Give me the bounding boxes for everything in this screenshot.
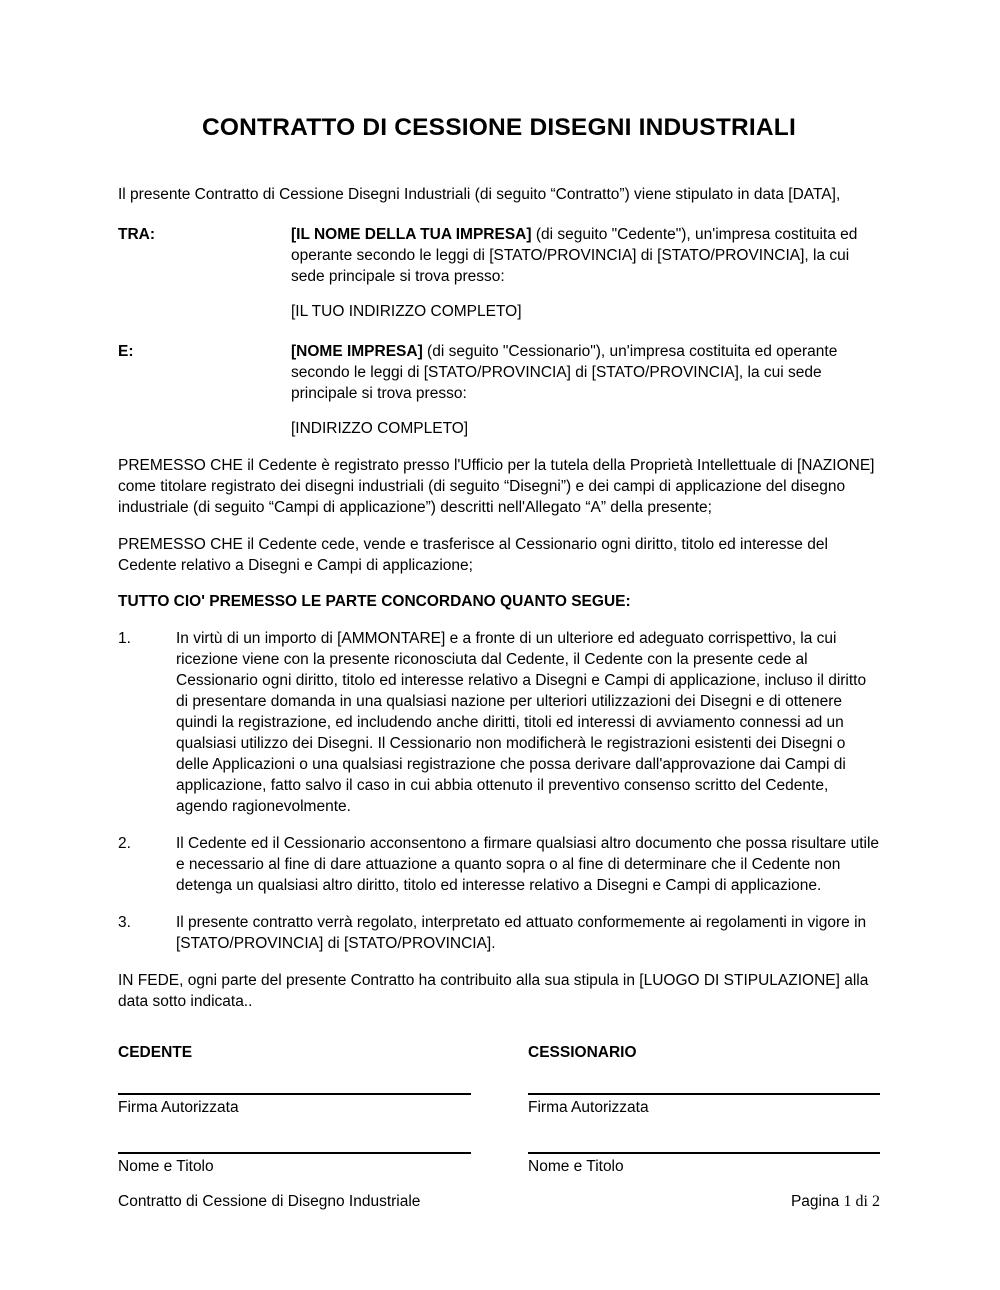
footer-page-prefix: Pagina — [790, 1193, 844, 1210]
party-label-e: E: — [118, 343, 134, 360]
signature-label-nome: Nome e Titolo — [528, 1158, 624, 1175]
party-description — [291, 341, 880, 404]
party-address-placeholder: [IL TUO INDIRIZZO COMPLETO] — [291, 303, 522, 320]
party-label-tra: TRA: — [118, 226, 156, 243]
clause-number: 1. — [118, 630, 131, 647]
party-name-placeholder: [NOME IMPRESA] — [291, 343, 423, 360]
signature-line-firma-cedente — [118, 1093, 471, 1095]
signature-label-nome: Nome e Titolo — [118, 1158, 214, 1175]
party-body-e — [291, 341, 880, 439]
party-row-e — [118, 341, 880, 439]
clause-number: 3. — [118, 914, 131, 931]
party-description — [291, 224, 880, 287]
clause-row-1 — [118, 628, 880, 817]
party-address-placeholder: [INDIRIZZO COMPLETO] — [291, 420, 469, 437]
recital-paragraph-2: PREMESSO CHE il Cedente cede, vende e trasferisce al Cessionario ogni diritto, titolo ed interesse del Cedente relativo a Disegni e Campi di applicazione; — [118, 536, 828, 574]
recital-paragraph-1: PREMESSO CHE il Cedente è registrato presso l'Ufficio per la tutela della Proprietà Intellettuale di [NAZIONE] come titolare registrato dei disegni industriali (di seguito “Disegni”) e dei campi di applicazione del disegno industriale (di seguito “Campi di applicazione”) descritti nell'Allegato “A” della presente; — [118, 457, 875, 516]
signature-line-nome-cessionario — [528, 1152, 880, 1154]
footer-document-title: Contratto di Cessione di Disegno Industriale — [118, 1193, 421, 1210]
document-title: CONTRATTO DI CESSIONE DISEGNI INDUSTRIALI — [202, 114, 796, 141]
clause-row-3 — [118, 912, 880, 954]
signature-line-nome-cedente — [118, 1152, 471, 1154]
signature-label-firma: Firma Autorizzata — [528, 1099, 649, 1116]
signature-label-firma: Firma Autorizzata — [118, 1099, 239, 1116]
intro-paragraph: Il presente Contratto di Cessione Disegni Industriali (di seguito “Contratto”) viene stipulato in data [DATA], — [118, 186, 841, 203]
clause-text: Il Cedente ed il Cessionario acconsentono a firmare qualsiasi altro documento che possa risultare utile e necessario al fine di dare attuazione a quanto sopra o al fine di determinare che il Cedente non detenga un qualsiasi altro diritto, titolo ed interesse relativo a Disegni e Campi di applicazione. — [176, 835, 880, 894]
footer-page-number — [791, 1191, 880, 1212]
footer — [118, 1191, 880, 1212]
signature-heading-cessionario: CESSIONARIO — [528, 1044, 637, 1061]
signature-column-cedente — [118, 1042, 471, 1177]
party-row-tra — [118, 224, 880, 322]
party-body-tra — [291, 224, 880, 322]
clause-row-2 — [118, 833, 880, 896]
clause-text: Il presente contratto verrà regolato, interpretato ed attuato conformemente ai regolamenti in vigore in [STATO/PROVINCIA] di [STATO/PROVINCIA]. — [176, 914, 867, 952]
signature-line-firma-cessionario — [528, 1093, 880, 1095]
signature-section — [118, 1042, 880, 1177]
signature-column-cessionario — [528, 1042, 880, 1177]
footer-page-value: 1 di 2 — [843, 1193, 880, 1210]
closing-paragraph: IN FEDE, ogni parte del presente Contratto ha contribuito alla sua stipula in [LUOGO DI STIPULAZIONE] alla data sotto indicata.. — [118, 972, 869, 1010]
party-name-placeholder: [IL NOME DELLA TUA IMPRESA] — [291, 226, 532, 243]
agreement-heading: TUTTO CIO' PREMESSO LE PARTE CONCORDANO QUANTO SEGUE: — [118, 593, 631, 610]
party-description-text: (di seguito "Cedente"), un'impresa costituita ed operante secondo le leggi di [STATO/PROVINCIA] di [STATO/PROVINCIA], la cui sede principale si trova presso: — [291, 226, 858, 285]
signature-heading-cedente: CEDENTE — [118, 1044, 193, 1061]
clause-text: In virtù di un importo di [AMMONTARE] e a fronte di un ulteriore ed adeguato corrispettivo, la cui ricezione viene con la presente riconosciuta dal Cedente, il Cedente con la presente cede al Cessionario ogni diritto, titolo ed interesse relativo a Disegni e Campi di applicazione, incluso il diritto di presentare domanda in una qualsiasi nazione per ulteriori utilizzazioni dei Disegni e di ottenere quindi la registrazione, ed includendo anche diritti, titoli ed interessi di avviamento connessi ad un qualsiasi utilizzo dei Disegni. Il Cessionario non modificherà le registrazioni esistenti dei Disegni o delle Applicazioni o una qualsiasi registrazione che possa derivare dall'approvazione dai Campi di applicazione, fatto salvo il caso in cui abbia ottenuto il preventivo consenso scritto del Cedente, agendo ragionevolmente. — [176, 630, 867, 815]
party-description-text: (di seguito "Cessionario"), un'impresa costituita ed operante secondo le leggi di [STATO/PROVINCIA] di [STATO/PROVINCIA], la cui sede principale si trova presso: — [291, 343, 838, 402]
clause-number: 2. — [118, 835, 131, 852]
